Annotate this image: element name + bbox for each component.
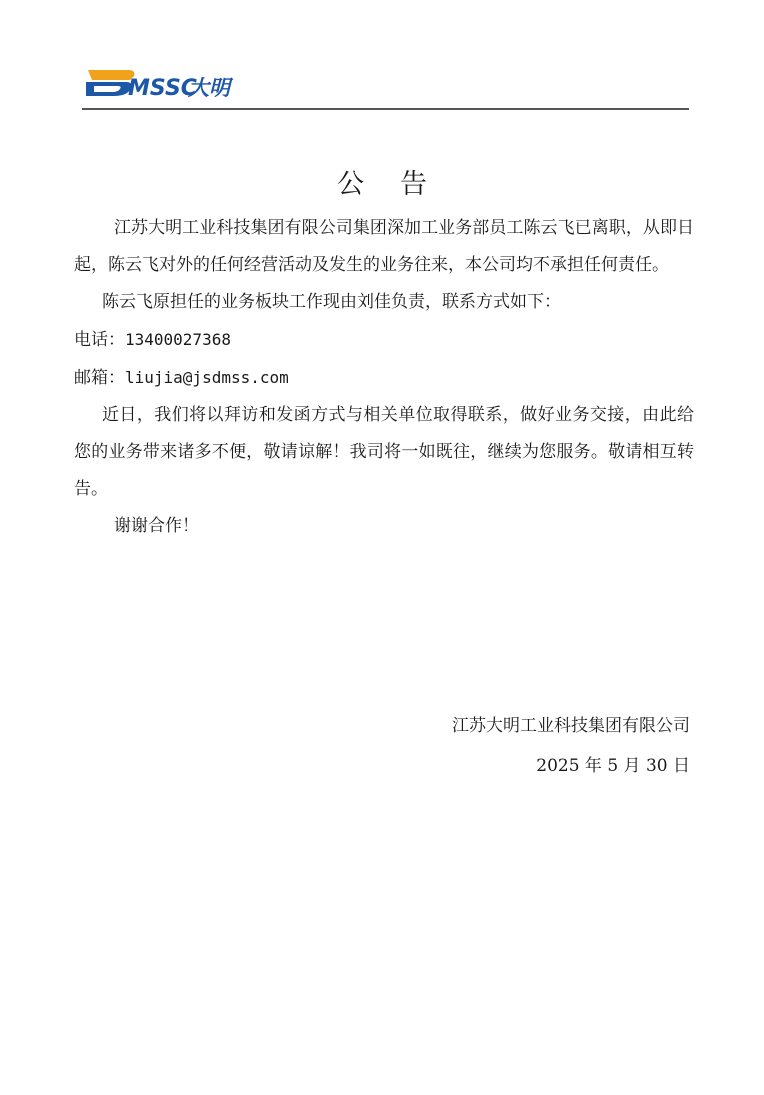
phone-value: 13400027368: [125, 330, 231, 349]
phone-label: 电话：: [74, 330, 125, 350]
notice-paragraph-3: 近日，我们将以拜访和发函方式与相关单位取得联系，做好业务交接，由此给您的业务带来诸多不便，敬请谅解！我司将一如既往，继续为您服务。敬请相互转告。: [74, 405, 694, 499]
signature-company: 江苏大明工业科技集团有限公司: [452, 716, 690, 736]
notice-paragraph-2: 陈云飞原担任的业务板块工作现由刘佳负责，联系方式如下：: [102, 292, 561, 312]
logo-text: MSSC: [128, 76, 197, 101]
email-line: [74, 359, 694, 397]
header-divider: [82, 108, 689, 110]
email-label: 邮箱：: [74, 368, 125, 388]
signature-date: 2025 年 5 月 30 日: [536, 756, 690, 776]
phone-line: [74, 321, 694, 359]
notice-paragraph-1: 江苏大明工业科技集团有限公司集团深加工业务部员工陈云飞已离职，从即日起，陈云飞对外的任何经营活动及发生的业务往来，本公司均不承担任何责任。: [74, 218, 694, 275]
notice-body: [74, 210, 694, 545]
email-value: liujia@jsdmss.com: [125, 368, 289, 387]
signature-block: [452, 706, 690, 786]
closing-line: 谢谢合作！: [114, 516, 199, 536]
company-logo: [84, 66, 240, 102]
logo-chinese-text: 大明: [188, 76, 230, 100]
notice-title: 公告: [337, 169, 463, 200]
